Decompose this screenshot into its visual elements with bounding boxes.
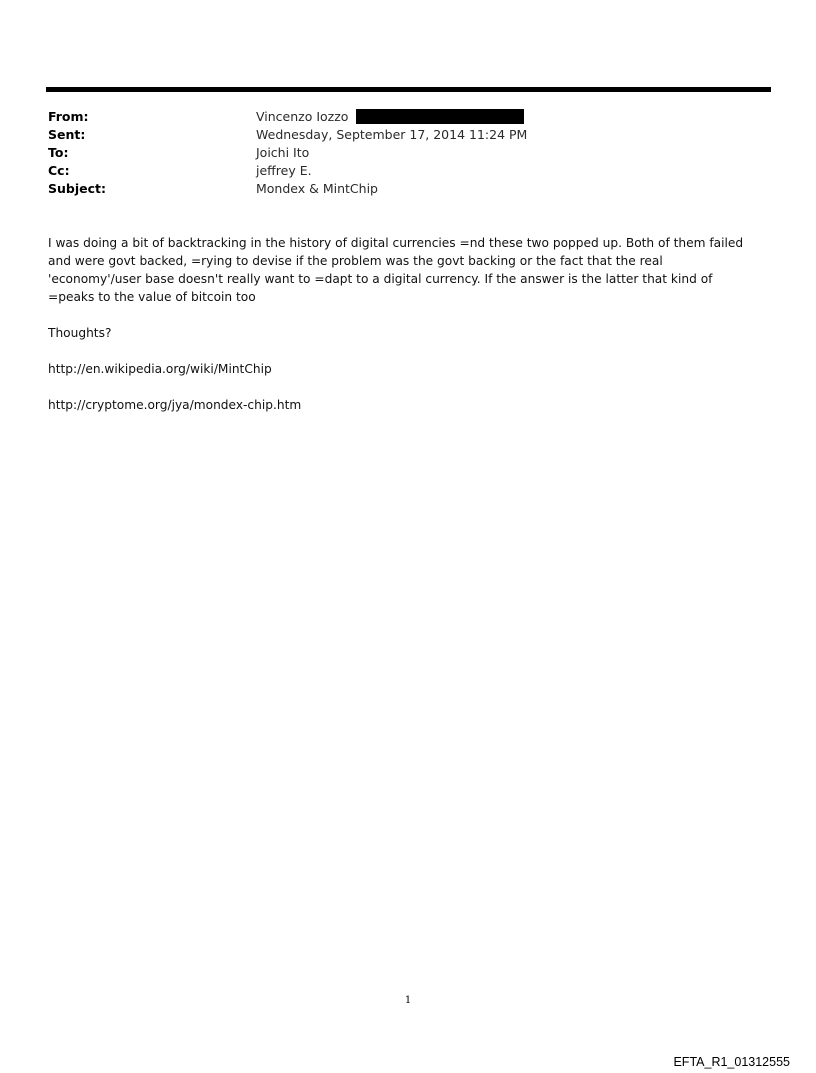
document-id: EFTA_R1_01312555 bbox=[673, 1055, 790, 1069]
email-body bbox=[48, 234, 758, 432]
from-label: From: bbox=[48, 109, 89, 124]
to-label: To: bbox=[48, 145, 69, 160]
subject-value: Mondex & MintChip bbox=[256, 181, 378, 196]
redaction-box bbox=[356, 109, 524, 124]
subject-label: Subject: bbox=[48, 181, 106, 196]
from-row bbox=[48, 108, 748, 126]
body-paragraph: I was doing a bit of backtracking in the history of digital currencies =nd these two popped up. Both of them failed and were govt backed, =rying to devise if the problem was the govt backing or the fact that the real 'economy'/user base doesn't really want to =dapt to a digital currency. If the answer is the latter that kind of =peaks to the value of bitcoin too bbox=[48, 236, 744, 304]
sent-value: Wednesday, September 17, 2014 11:24 PM bbox=[256, 127, 528, 142]
from-value bbox=[256, 108, 524, 126]
to-value: Joichi Ito bbox=[256, 145, 310, 160]
mondex-link[interactable]: http://cryptome.org/jya/mondex-chip.htm bbox=[48, 398, 302, 412]
sent-label: Sent: bbox=[48, 127, 86, 142]
page-number: 1 bbox=[404, 995, 412, 1006]
cc-value: jeffrey E. bbox=[256, 163, 312, 178]
header-divider bbox=[46, 87, 771, 92]
to-row bbox=[48, 144, 748, 162]
from-name: Vincenzo Iozzo bbox=[256, 109, 349, 124]
sent-row bbox=[48, 126, 748, 144]
cc-label: Cc: bbox=[48, 163, 70, 178]
subject-row bbox=[48, 180, 748, 198]
body-question: Thoughts? bbox=[48, 326, 112, 340]
email-header bbox=[48, 108, 748, 198]
mintchip-link[interactable]: http://en.wikipedia.org/wiki/MintChip bbox=[48, 362, 272, 376]
cc-row bbox=[48, 162, 748, 180]
